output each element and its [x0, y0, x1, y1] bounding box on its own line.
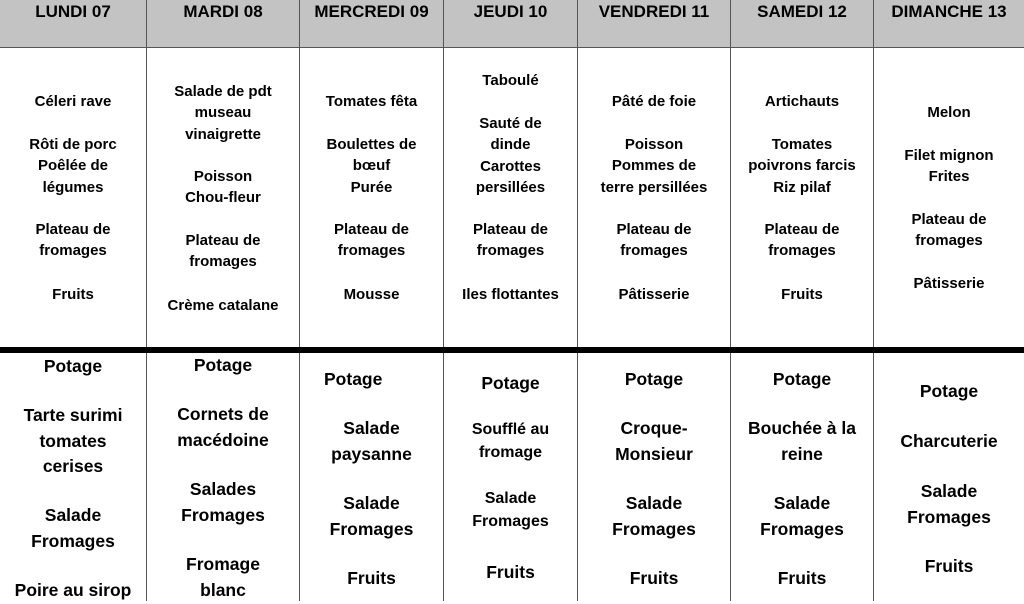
day-column-mardi [147, 0, 300, 601]
dinner-dessert: Fruits [347, 568, 396, 588]
day-header: JEUDI 10 [444, 0, 577, 48]
dinner-soup: Potage [324, 369, 383, 389]
lunch-main: Sauté de dinde Carottes persillées [475, 115, 546, 196]
lunch-dessert: Pâtisserie [913, 275, 985, 292]
day-header: DIMANCHE 13 [874, 0, 1024, 48]
dinner-menu [731, 353, 873, 601]
lunch-cheese: Plateau de fromages [911, 211, 987, 250]
lunch-starter: Melon [927, 104, 971, 121]
dinner-dessert: Fruits [486, 562, 535, 582]
dinner-dessert: Fruits [777, 568, 827, 588]
day-column-samedi [731, 0, 874, 601]
lunch-dessert: Iles flottantes [462, 286, 559, 303]
dinner-soup: Potage [43, 356, 103, 376]
dinner-main: Soufflé au fromage [471, 421, 550, 461]
lunch-main: Rôti de porc Poêlée de légumes [29, 136, 117, 196]
lunch-dinner-divider [0, 347, 1024, 353]
lunch-main: Filet mignon Frites [904, 147, 994, 186]
lunch-dessert: Pâtisserie [618, 286, 690, 303]
lunch-main: Poisson Chou-fleur [185, 168, 261, 207]
day-header: MARDI 08 [147, 0, 299, 48]
dinner-menu [300, 353, 443, 601]
dinner-salad-cheese: Salade Fromages [329, 493, 414, 539]
lunch-cheese: Plateau de fromages [333, 221, 410, 260]
lunch-cheese: Plateau de fromages [35, 221, 111, 260]
day-column-lundi [0, 0, 147, 601]
dinner-menu [147, 353, 299, 601]
lunch-starter: Salade de pdt museau vinaigrette [174, 83, 272, 143]
dinner-dessert: Poire au sirop [14, 580, 132, 600]
day-header: LUNDI 07 [0, 0, 146, 48]
day-column-dimanche [874, 0, 1024, 601]
day-column-jeudi [444, 0, 578, 601]
lunch-cheese: Plateau de fromages [616, 221, 692, 260]
dinner-main: Croque- Monsieur [615, 418, 693, 464]
dinner-soup: Potage [193, 355, 253, 375]
lunch-dessert: Fruits [781, 286, 823, 303]
lunch-starter: Pâté de foie [611, 93, 697, 110]
day-header: SAMEDI 12 [731, 0, 873, 48]
day-column-mercredi [300, 0, 444, 601]
lunch-cheese: Plateau de fromages [185, 232, 261, 271]
dinner-menu [578, 353, 730, 601]
dinner-salad-cheese: Salades Fromages [181, 479, 265, 525]
dinner-menu [0, 353, 146, 601]
dinner-soup: Potage [772, 369, 832, 389]
lunch-menu [444, 48, 577, 347]
lunch-dessert: Crème catalane [167, 297, 279, 314]
dinner-salad-cheese: Salade Fromages [472, 490, 549, 530]
dinner-main: Tarte surimi tomates cerises [23, 405, 123, 476]
dinner-soup: Potage [481, 373, 540, 393]
lunch-main: Tomates poivrons farcis Riz pilaf [748, 136, 856, 196]
dinner-main: Charcuterie [900, 431, 998, 451]
lunch-cheese: Plateau de fromages [764, 221, 840, 260]
dinner-dessert: Fruits [924, 556, 974, 576]
dinner-salad-cheese: Salade Fromages [612, 493, 696, 539]
dinner-menu [444, 353, 577, 601]
lunch-menu [731, 48, 873, 347]
lunch-menu [874, 48, 1024, 347]
dinner-main: Cornets de macédoine [177, 404, 269, 450]
lunch-cheese: Plateau de fromages [472, 221, 549, 260]
lunch-menu [0, 48, 146, 347]
day-header: MERCREDI 09 [300, 0, 443, 48]
dinner-dessert: Fruits [629, 568, 679, 588]
dinner-salad-cheese: Salade Fromages [907, 481, 991, 527]
dinner-menu [874, 353, 1024, 601]
dinner-soup: Potage [624, 369, 684, 389]
day-header: VENDREDI 11 [578, 0, 730, 48]
lunch-menu [300, 48, 443, 347]
lunch-starter: Céleri rave [34, 93, 112, 110]
lunch-main: Boulettes de bœuf Purée [326, 136, 417, 196]
lunch-menu [578, 48, 730, 347]
lunch-starter: Artichauts [764, 93, 840, 110]
lunch-main: Poisson Pommes de terre persillées [600, 136, 708, 196]
lunch-starter: Tomates fêta [325, 93, 418, 110]
dinner-soup: Potage [919, 381, 979, 401]
dinner-main: Bouchée à la reine [748, 418, 856, 464]
lunch-dessert: Fruits [52, 286, 94, 303]
dinner-salad-cheese: Salade Fromages [760, 493, 844, 539]
day-column-vendredi [578, 0, 731, 601]
lunch-starter: Taboulé [482, 72, 539, 89]
lunch-dessert: Mousse [343, 286, 400, 303]
lunch-menu [147, 48, 299, 347]
dinner-salad-cheese: Salade Fromages [31, 505, 115, 551]
dinner-dessert: Fromage blanc [186, 554, 260, 600]
dinner-main: Salade paysanne [331, 418, 412, 464]
